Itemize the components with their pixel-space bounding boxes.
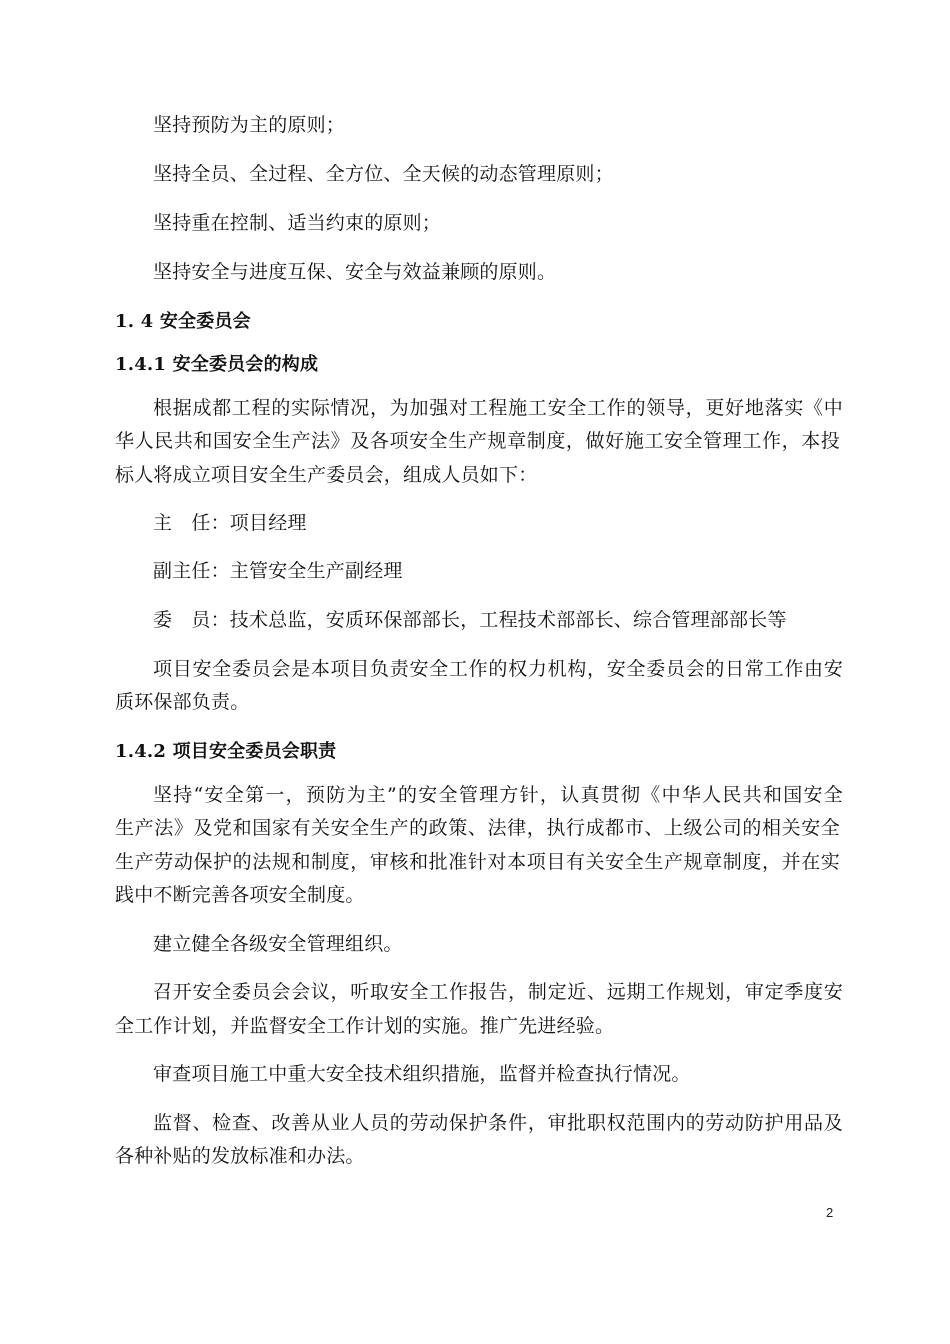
section-heading: 1. 4 安全委员会 [115, 311, 251, 332]
paragraph-line: 生产劳动保护的法规和制度，审核和批准针对本项目有关安全生产规章制度，并在实 [115, 851, 840, 873]
paragraph-line: 建立健全各级安全管理组织。 [153, 933, 403, 955]
principle-line: 坚持重在控制、适当约束的原则； [153, 212, 442, 234]
paragraph-line: 召开安全委员会会议，听取安全工作报告，制定近、远期工作规划，审定季度安 [153, 981, 843, 1003]
principle-line: 坚持全员、全过程、全方位、全天候的动态管理原则； [153, 163, 614, 185]
paragraph-line: 全工作计划，并监督安全工作计划的实施。推广先进经验。 [115, 1015, 615, 1037]
paragraph-line: 标人将成立项目安全生产委员会，组成人员如下： [115, 464, 538, 486]
principle-line: 坚持安全与进度互保、安全与效益兼顾的原则。 [153, 261, 557, 283]
paragraph-line: 项目安全委员会是本项目负责安全工作的权力机构，安全委员会的日常工作由安 [153, 658, 843, 680]
paragraph-line: 华人民共和国安全生产法》及各项安全生产规章制度，做好施工安全管理工作，本投 [115, 430, 840, 452]
paragraph-line: 坚持“安全第一，预防为主”的安全管理方针，认真贯彻《中华人民共和国安全 [153, 784, 843, 806]
principle-line: 坚持预防为主的原则； [153, 114, 346, 136]
member-line: 副主任：主管安全生产副经理 [153, 560, 403, 582]
paragraph-line: 审查项目施工中重大安全技术组织措施，监督并检查执行情况。 [153, 1063, 691, 1085]
paragraph-line: 生产法》及党和国家有关安全生产的政策、法律，执行成都市、上级公司的相关安全 [115, 817, 840, 839]
paragraph-line: 践中不断完善各项安全制度。 [115, 884, 365, 906]
subsection-heading: 1.4.2 项目安全委员会职责 [115, 741, 337, 762]
member-line: 委 员：技术总监，安质环保部部长，工程技术部部长、综合管理部部长等 [153, 609, 787, 631]
paragraph-line: 根据成都工程的实际情况，为加强对工程施工安全工作的领导，更好地落实《中 [153, 397, 843, 419]
page-number: 2 [826, 1205, 834, 1220]
paragraph-line: 监督、检查、改善从业人员的劳动保护条件，审批职权范围内的劳动防护用品及 [153, 1112, 843, 1134]
member-line: 主 任：项目经理 [153, 512, 307, 534]
paragraph-line: 质环保部负责。 [115, 691, 250, 713]
paragraph-line: 各种补贴的发放标准和办法。 [115, 1145, 365, 1167]
subsection-heading: 1.4.1 安全委员会的构成 [115, 354, 319, 375]
